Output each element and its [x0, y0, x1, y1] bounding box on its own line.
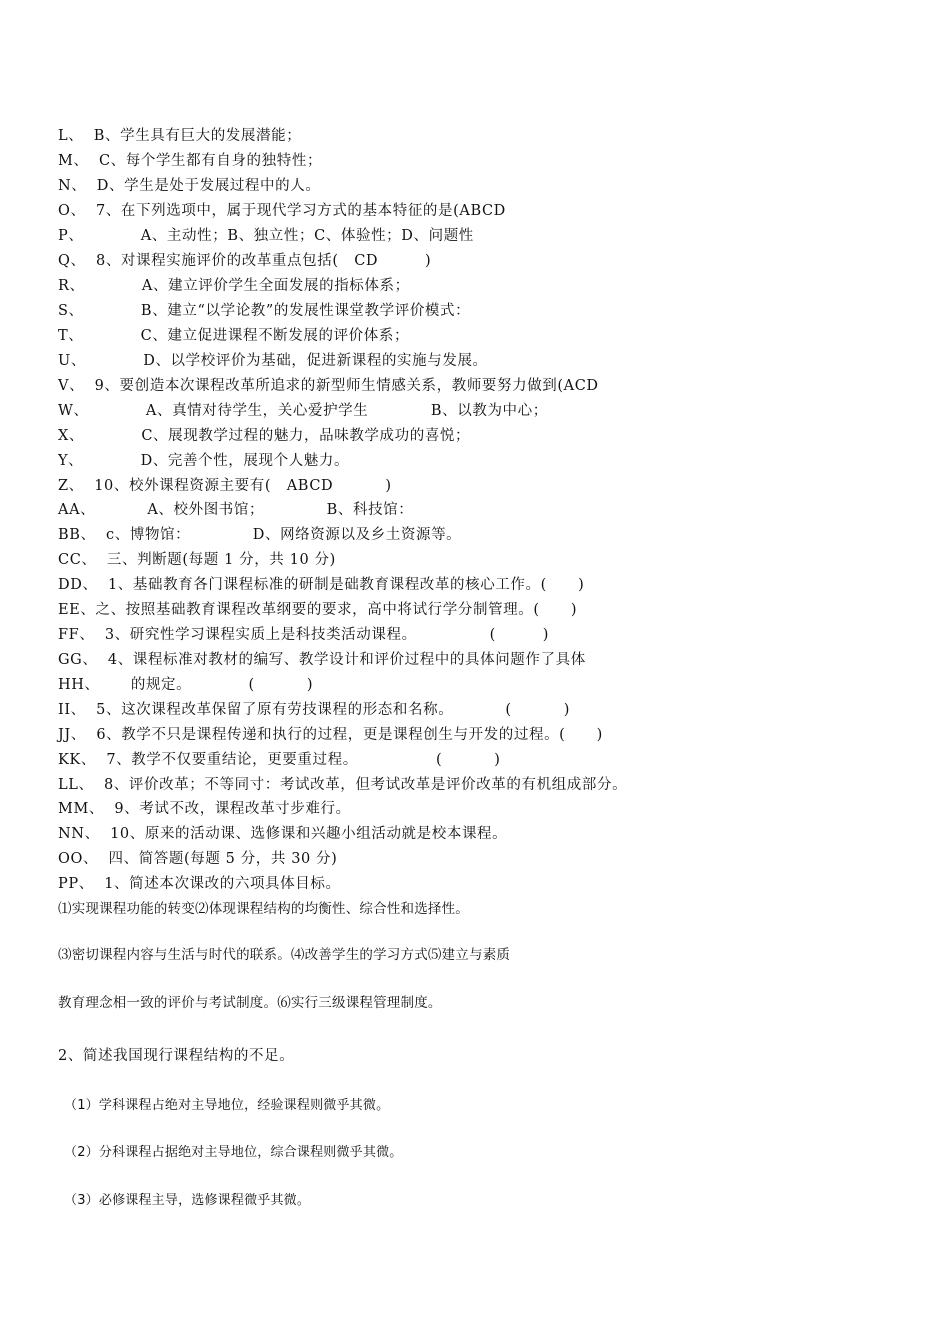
text-line: M、 C、每个学生都有自身的独特性； [58, 153, 323, 169]
answer-line: （1）学科课程占绝对主导地位，经验课程则微乎其微。 [64, 1098, 390, 1113]
text-line: Z、 10、校外课程资源主要有( ABCD ) [58, 478, 392, 494]
text-line: II、 5、这次课程改革保留了原有劳技课程的形态和名称。 ( ) [58, 702, 570, 718]
answer-line: （2）分科课程占据绝对主导地位，综合课程则微乎其微。 [64, 1145, 403, 1160]
text-line: NN、 10、原来的活动课、选修课和兴趣小组活动就是校本课程。 [58, 826, 508, 842]
text-line: AA、 A、校外图书馆； B、科技馆： [58, 502, 414, 518]
text-line: HH、 的规定。 ( ) [58, 677, 314, 693]
text-line: DD、 1、基础教育各门课程标准的研制是础教育课程改革的核心工作。( ) [58, 577, 585, 593]
text-line: KK、 7、教学不仅要重结论，更要重过程。 ( ) [58, 752, 501, 768]
text-line: FF、 3、研究性学习课程实质上是科技类活动课程。 ( ) [58, 627, 549, 643]
text-line: W、 A、真情对待学生，关心爱护学生 B、以教为中心； [58, 403, 548, 419]
answer-line: ⑴实现课程功能的转变⑵体现课程结构的均衡性、综合性和选择性。 [58, 901, 469, 917]
text-line: X、 C、展现教学过程的魅力，品味教学成功的喜悦； [58, 428, 471, 444]
text-line: S、 B、建立“以学论教”的发展性课堂教学评价模式： [58, 303, 471, 319]
text-line: JJ、 6、教学不只是课程传递和执行的过程，更是课程创生与开发的过程。( ) [58, 727, 603, 743]
text-line: Q、 8、对课程实施评价的改革重点包括( CD ) [58, 253, 432, 269]
text-line: BB、 c、博物馆： D、网络资源以及乡土资源等。 [58, 527, 462, 543]
text-line: U、 D、以学校评价为基础，促进新课程的实施与发展。 [58, 353, 488, 369]
text-line: GG、 4、课程标准对教材的编写、教学设计和评价过程中的具体问题作了具体 [58, 652, 586, 668]
answer-line: （3）必修课程主导，选修课程微乎其微。 [64, 1193, 311, 1208]
section-heading: OO、 四、简答题(每题 5 分，共 30 分) [58, 851, 338, 867]
section-heading: CC、 三、判断题(每题 1 分，共 10 分) [58, 552, 336, 568]
question-line: PP、 1、简述本次课改的六项具体目标。 [58, 876, 341, 892]
text-line: MM、 9、考试不改，课程改革寸步难行。 [58, 801, 351, 817]
text-line: EE、之、按照基础教育课程改革纲要的要求，高中将试行学分制管理。( ) [58, 602, 578, 618]
question-line: 2、简述我国现行课程结构的不足。 [58, 1048, 295, 1064]
text-line: N、 D、学生是处于发展过程中的人。 [58, 178, 321, 194]
text-line: T、 C、建立促进课程不断发展的评价体系； [58, 328, 410, 344]
text-line: Y、 D、完善个性，展现个人魅力。 [58, 453, 350, 469]
text-line: O、 7、在下列选项中，属于现代学习方式的基本特征的是(ABCD [58, 203, 506, 219]
text-line: L、 B、学生具有巨大的发展潜能； [58, 128, 302, 144]
answer-line: ⑶密切课程内容与生活与时代的联系。⑷改善学生的学习方式⑸建立与素质 [58, 947, 511, 963]
text-line: LL、 8、评价改革；不等同寸：考试改革，但考试改革是评价改革的有机组成部分。 [58, 777, 628, 793]
text-line: V、 9、要创造本次课程改革所追求的新型师生情感关系，教师要努力做到(ACD [58, 378, 599, 394]
text-line: P、 A、主动性；B、独立性；C、体验性；D、问题性 [58, 228, 474, 244]
text-line: R、 A、建立评价学生全面发展的指标体系； [58, 278, 410, 294]
answer-line: 教育理念相一致的评价与考试制度。⑹实行三级课程管理制度。 [58, 995, 442, 1011]
